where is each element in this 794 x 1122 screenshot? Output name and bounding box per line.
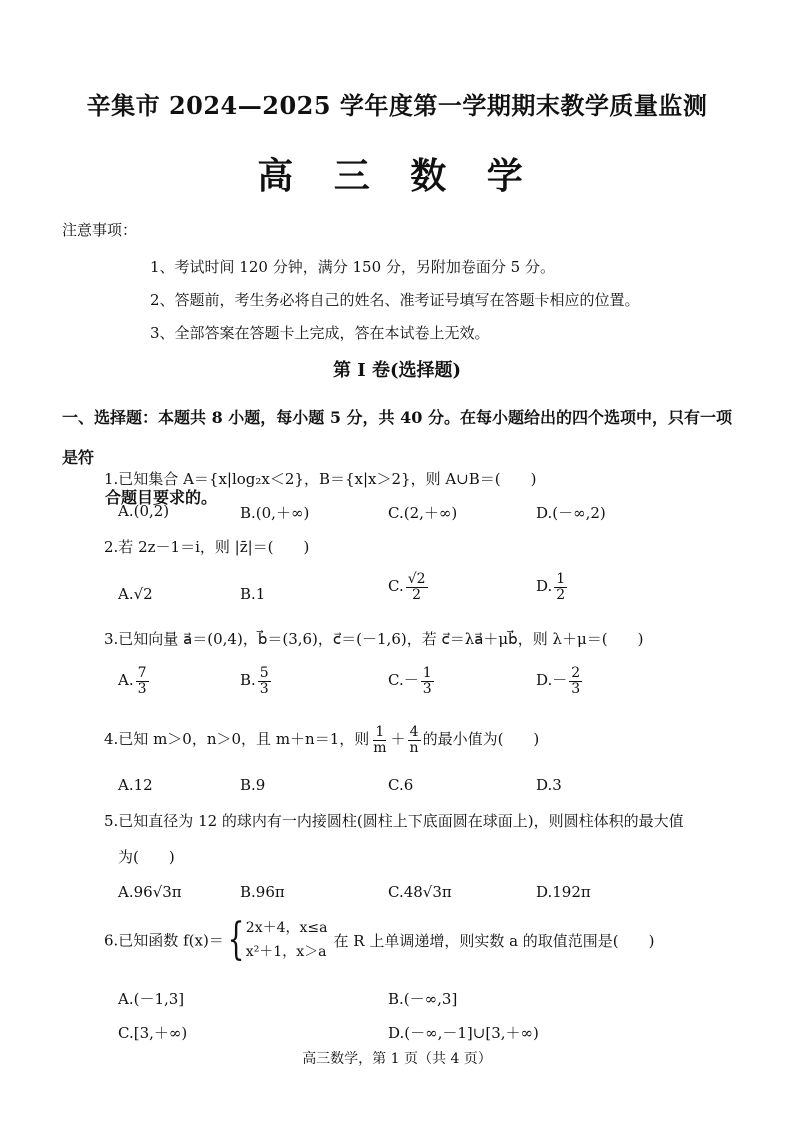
question-6-case-2: x²＋1，x＞a <box>245 944 327 960</box>
part-one-instructions <box>62 398 742 518</box>
fraction-numerator: √2 <box>407 571 426 587</box>
question-3-option-a-fraction <box>136 666 149 696</box>
question-4-fraction-1 <box>371 725 388 755</box>
question-4-option-d: D.3 <box>536 776 562 794</box>
question-6-option-c: C.[3,＋∞) <box>118 1024 188 1042</box>
question-2-option-c-label: C. <box>388 577 404 596</box>
question-6-stem <box>104 916 655 964</box>
fraction-denominator: 3 <box>422 680 432 697</box>
question-3-option-b <box>240 666 273 696</box>
fraction-numerator: 7 <box>137 665 147 681</box>
question-3-option-c-label: C.－ <box>388 671 419 690</box>
part-one-line-1: 一、选择题：本题共 8 小题，每小题 5 分，共 40 分。在每小题给出的四个选项中，只有一项是符 <box>62 408 732 467</box>
question-5-option-b: B.96π <box>240 883 285 901</box>
part-one-line-2: 合题目要求的。 <box>105 488 218 507</box>
question-3-option-d <box>536 666 584 696</box>
exam-title: 辛集市 2024—2025 学年度第一学期期末教学质量监测 <box>86 91 708 120</box>
left-brace-icon: { <box>227 914 245 965</box>
question-4-fraction-2 <box>408 725 421 755</box>
fraction-denominator: 3 <box>571 680 581 697</box>
question-5-option-c: C.48√3π <box>388 883 452 901</box>
question-6-cases <box>246 916 328 964</box>
fraction-denominator: m <box>373 739 387 756</box>
notice-item-1: 1、考试时间 120 分钟，满分 150 分，另附加卷面分 5 分。 <box>150 258 555 276</box>
question-2-option-c <box>388 572 430 602</box>
question-2-option-a: A.√2 <box>118 585 153 603</box>
question-6-case-1: 2x＋4，x≤a <box>245 920 328 936</box>
question-5-option-a: A.96√3π <box>118 883 182 901</box>
question-5-stem-line-2: 为( ) <box>118 848 175 866</box>
question-6-piecewise <box>224 916 328 964</box>
fraction-numerator: 4 <box>409 724 419 740</box>
question-4-stem-pre: 4.已知 m＞0，n＞0，且 m＋n＝1，则 <box>104 730 370 749</box>
fraction-numerator: 2 <box>571 665 581 681</box>
fraction-denominator: 2 <box>556 586 566 603</box>
question-1-option-a: A.(0,2) <box>118 502 170 520</box>
fraction-denominator: 3 <box>259 680 269 697</box>
question-3-option-c <box>388 666 436 696</box>
question-1-option-d: D.(－∞,2) <box>536 504 606 522</box>
question-3-option-c-fraction <box>421 666 434 696</box>
section-title: 第 I 卷(选择题) <box>333 360 461 381</box>
notice-heading: 注意事项： <box>62 221 138 239</box>
fraction-denominator: n <box>409 739 419 756</box>
question-2-option-d-label: D. <box>536 577 553 596</box>
question-3-option-b-label: B. <box>240 671 256 690</box>
question-6-stem-post: 在 R 上单调递增，则实数 a 的取值范围是( ) <box>333 931 655 950</box>
question-1-option-b: B.(0,＋∞) <box>240 504 310 522</box>
question-6-stem-pre: 6.已知函数 f(x)＝ <box>104 931 224 950</box>
question-4-option-c: C.6 <box>388 776 414 794</box>
question-2-option-d <box>536 572 569 602</box>
question-6-option-a: A.(－1,3] <box>118 990 185 1008</box>
question-4-stem-post: 的最小值为( ) <box>422 730 540 749</box>
question-2-option-c-fraction <box>406 572 428 602</box>
question-4-stem <box>104 725 539 755</box>
question-3-option-d-fraction <box>569 666 582 696</box>
fraction-numerator: 5 <box>259 665 269 681</box>
question-4-plus: ＋ <box>390 730 406 749</box>
question-1-option-c: C.(2,＋∞) <box>388 504 458 522</box>
question-4-option-a: A.12 <box>118 776 153 794</box>
question-2-option-b: B.1 <box>240 585 266 603</box>
question-1-stem: 1.已知集合 A＝{x|log₂x＜2}，B＝{x|x＞2}，则 A∪B＝( ) <box>104 470 537 488</box>
notice-item-3: 3、全部答案在答题卡上完成，答在本试卷上无效。 <box>150 324 490 342</box>
question-3-option-a <box>118 666 151 696</box>
fraction-numerator: 1 <box>375 724 385 740</box>
fraction-numerator: 1 <box>422 665 432 681</box>
question-3-option-a-label: A. <box>118 671 134 690</box>
notice-item-2: 2、答题前，考生务必将自己的姓名、准考证号填写在答题卡相应的位置。 <box>150 291 640 309</box>
page-footer: 高三数学，第 1 页（共 4 页） <box>302 1051 492 1067</box>
question-5-option-d: D.192π <box>536 883 591 901</box>
fraction-numerator: 1 <box>556 571 566 587</box>
question-3-option-d-label: D.－ <box>536 671 568 690</box>
fraction-denominator: 3 <box>137 680 147 697</box>
question-3-option-b-fraction <box>258 666 271 696</box>
question-3-stem: 3.已知向量 a⃗＝(0,4)，b⃗＝(3,6)，c⃗＝(－1,6)，若 c⃗＝λa⃗＋μb⃗，则 λ＋μ＝( ) <box>104 630 644 648</box>
exam-subject: 高 三 数 学 <box>257 155 537 197</box>
question-6-option-b: B.(－∞,3] <box>388 990 458 1008</box>
question-2-stem: 2.若 2z－1＝i，则 |z̄|＝( ) <box>104 538 310 556</box>
question-6-option-d: D.(－∞,－1]∪[3,＋∞) <box>388 1024 539 1042</box>
question-5-stem-line-1: 5.已知直径为 12 的球内有一内接圆柱(圆柱上下底面圆在球面上)，则圆柱体积的最大值 <box>104 812 684 830</box>
question-2-option-d-fraction <box>554 572 567 602</box>
question-4-option-b: B.9 <box>240 776 266 794</box>
fraction-denominator: 2 <box>412 586 422 603</box>
